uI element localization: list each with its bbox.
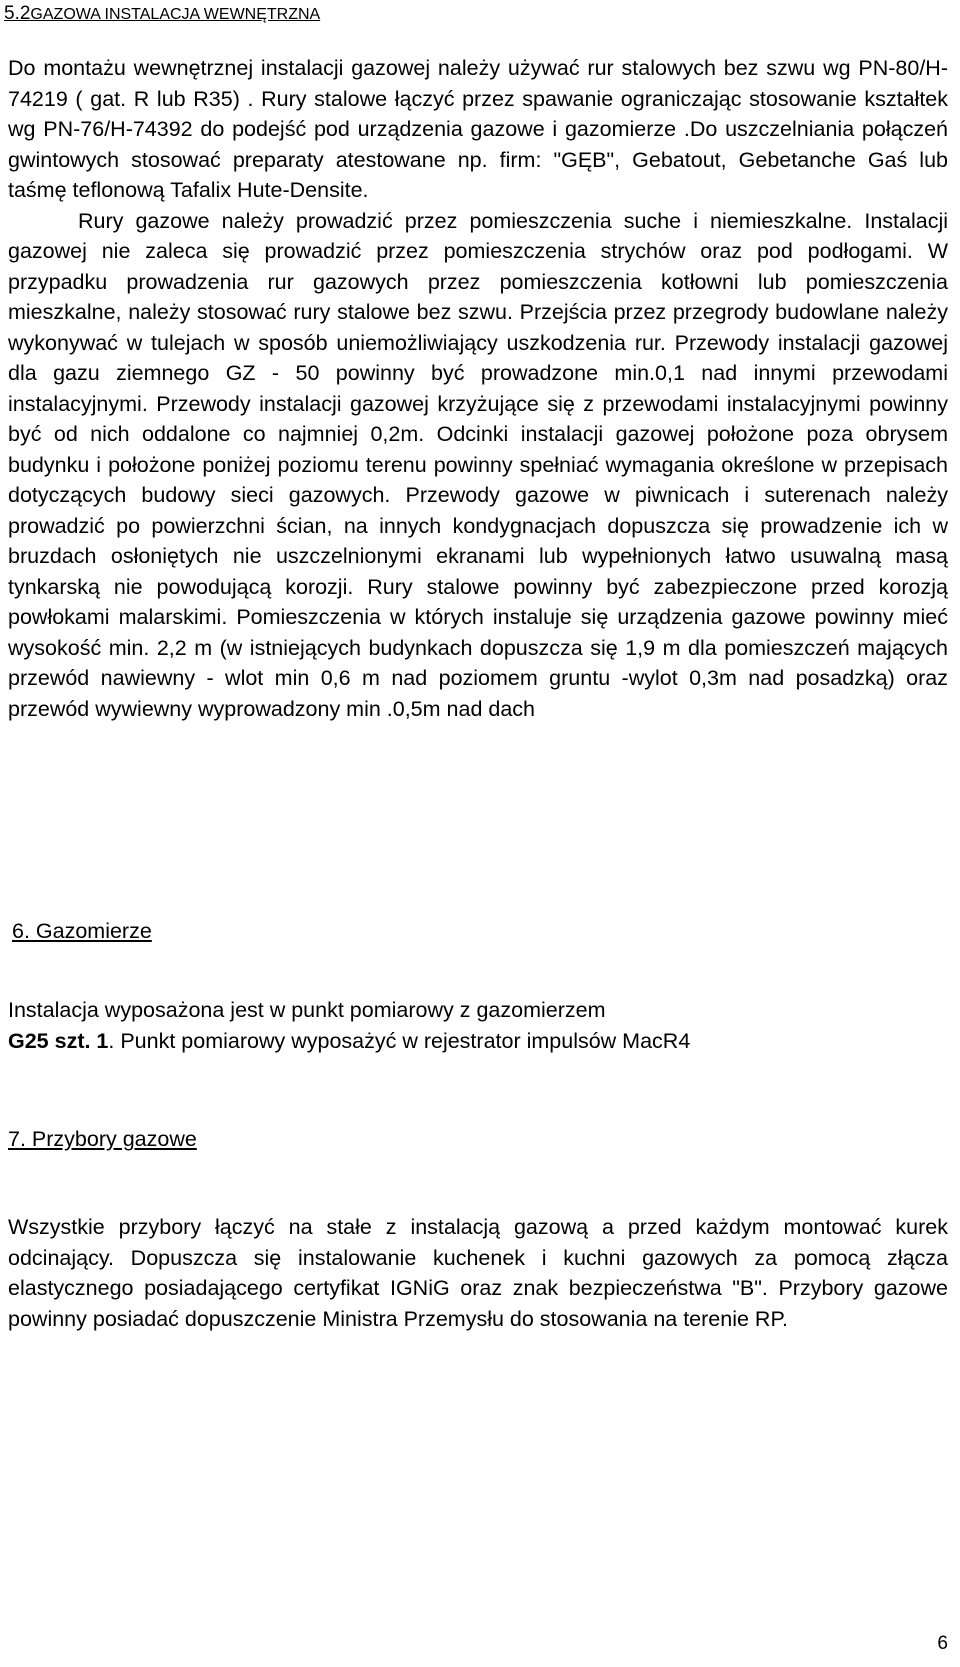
section-heading-gazomierze: 6. Gazomierze [12,919,152,943]
paragraph-przybory: Wszystkie przybory łączyć na stałe z instalacją gazową a przed każdym montować kurek odcinający. Dopuszcza się instalowanie kuchenek i kuchni gazowych za pomocą złącza elastycznego posiadającego certyfikat IGNiG oraz znak bezpieczeństwa "B". Przybory gazowe powinny posiadać dopuszczenie Ministra Przemysłu do stosowania na terenie RP. [8,1215,948,1331]
gazomierz-spec: G25 szt. 1 [8,1028,109,1053]
section-number: 5.2 [4,3,31,24]
page-number: 6 [937,1633,948,1654]
gazomierze-line-2: . Punkt pomiarowy wyposażyć w rejestrator impulsów MacR4 [108,1028,691,1053]
paragraph-gazomierze [8,995,948,1056]
section-heading-przybory: 7. Przybory gazowe [8,1127,197,1151]
section-heading-5-2 [4,2,320,27]
paragraph-materials [8,53,948,724]
paragraph-materials-text: Do montażu wewnętrznej instalacji gazowej należy używać rur stalowych bez szwu wg PN-80/H-74219 ( gat. R lub R35) . Rury stalowe łączyć przez spawanie ograniczając stosowanie kształtek wg PN-76/H-74392 do podejść pod urządzenia gazowe i gazomierze .Do uszczelniania połączeń gwintowych stosować preparaty atestowane np. firm: "GĘB", Gebatout, Gebetanche Gaś lub taśmę teflonową Tafalix Hute-Densite. [8,56,948,202]
section-title: GAZOWA INSTALACJA WEWNĘTRZNA [30,6,321,23]
gazomierze-line-1: Instalacja wyposażona jest w punkt pomiarowy z gazomierzem [8,998,606,1022]
paragraph-routing-text: Rury gazowe należy prowadzić przez pomieszczenia suche i niemieszkalne. Instalacji gazowej nie zaleca się prowadzić przez pomieszczenia strychów oraz pod podłogami. W przypadku prowadzenia rur gazowych przez pomieszczenia kotłowni lub pomieszczenia mieszkalne, należy stosować rury stalowe bez szwu. Przejścia przez przegrody budowlane należy wykonywać w tulejach w sposób uniemożliwiający uszkodzenia rur. Przewody instalacji gazowej dla gazu ziemnego GZ - 50 powinny być prowadzone min.0,1 nad innymi przewodami instalacyjnymi. Przewody instalacji gazowej krzyżujące się z przewodami instalacyjnymi powinny być od nich oddalone co najmniej 0,2m. Odcinki instalacji gazowej położone poza obrysem budynku i położone poniżej poziomu terenu powinny spełniać wymagania określone w przepisach dotyczących budowy sieci gazowych. Przewody gazowe w piwnicach i suterenach należy prowadzić po powierzchni ścian, na innych kondygnacjach dopuszcza się prowadzenie ich w bruzdach osłoniętych nie uszczelnionymi ekranami lub wypełnionych łatwo usuwalną masą tynkarską nie powodującą korozji. Rury stalowe powinny być zabezpieczone przed korozją powłokami malarskimi. Pomieszczenia w których instaluje się urządzenia gazowe powinny mieć wysokość min. 2,2 m (w istniejących budynkach dopuszcza się 1,9 m dla pomieszczeń mających przewód nawiewny - wlot min 0,6 m nad poziomem gruntu -wylot 0,3m nad posadzką) oraz przewód wywiewny wyprowadzony min .0,5m nad dach [8,208,948,721]
